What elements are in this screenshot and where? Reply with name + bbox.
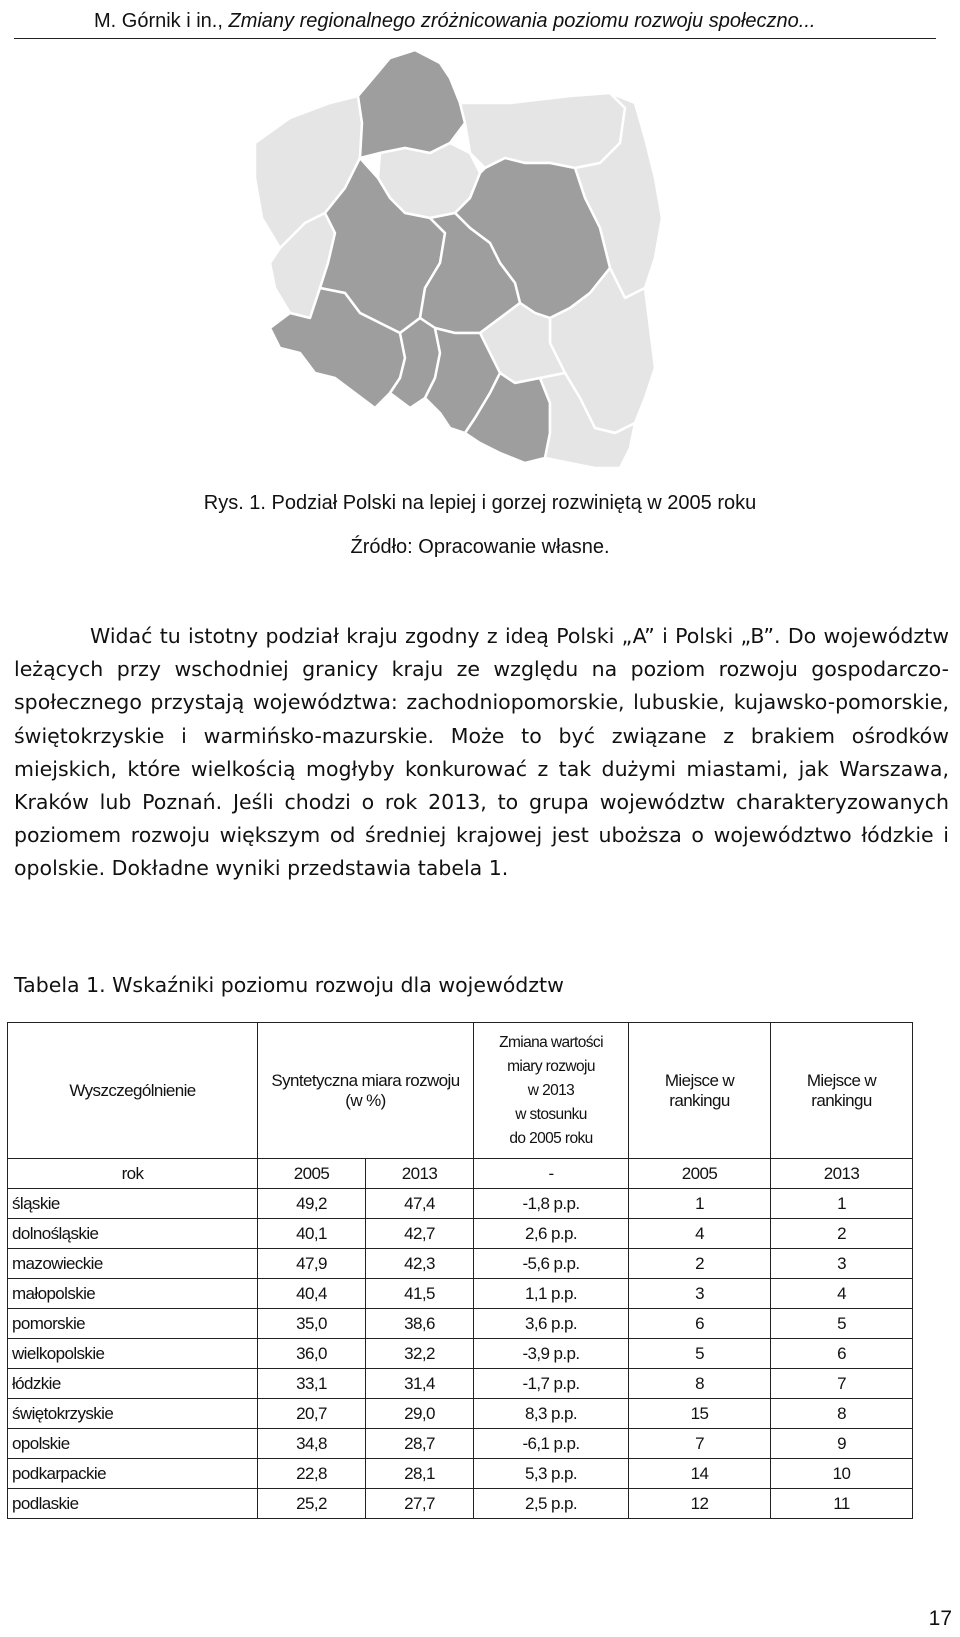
cell-rank2005: 1: [629, 1189, 771, 1219]
header-change-line: do 2005 roku: [509, 1129, 593, 1147]
cell-rank2005: 5: [629, 1339, 771, 1369]
body-paragraph: Widać tu istotny podział kraju zgodny z ideą Polski „A” i Polski „B”. Do województw leżących przy wschodniej granicy kraju ze względu na poziom rozwoju gospodarczo-społecznego przystają województwa: zachodniopomorskie, lubuskie, kujawsko-pomorskie, świętokrzyskie i warmińsko-mazurskie. Może to być związane z brakiem ośrodków miejskich, które wielkością mogłyby konkurować z tak dużymi miastami, jak Warszawa, Kraków lub Poznań. Jeśli chodzi o rok 2013, to grupa województw charakteryzowanych poziomem rozwoju większym od średniej krajowej jest uboższa o województwo łódzkie i opolskie. Dokładne wyniki przedstawia tabela 1.: [14, 624, 949, 881]
cell-v2005: 25,2: [258, 1489, 366, 1519]
cell-v2013: 28,1: [366, 1459, 474, 1489]
cell-name: wielkopolskie: [8, 1339, 258, 1369]
cell-v2013: 32,2: [366, 1339, 474, 1369]
cell-rank2005: 15: [629, 1399, 771, 1429]
header-authors: M. Górnik i in.,: [94, 10, 223, 32]
cell-rank2005: 6: [629, 1309, 771, 1339]
table-row: [8, 1489, 913, 1519]
cell-v2005: 36,0: [258, 1339, 366, 1369]
year-cell: 2013: [366, 1159, 474, 1189]
running-header: [14, 6, 936, 39]
table-row: [8, 1459, 913, 1489]
cell-change: -5,6 p.p.: [474, 1249, 629, 1279]
year-cell: 2005: [258, 1159, 366, 1189]
table-row: [8, 1369, 913, 1399]
header-change-line: Zmiana wartości: [499, 1033, 603, 1051]
cell-v2013: 29,0: [366, 1399, 474, 1429]
cell-rank2013: 3: [771, 1249, 913, 1279]
table-row: [8, 1249, 913, 1279]
region-warminsko-mazurskie: [460, 93, 625, 168]
year-cell: 2013: [771, 1159, 913, 1189]
cell-name: pomorskie: [8, 1309, 258, 1339]
cell-change: 5,3 p.p.: [474, 1459, 629, 1489]
header-change: [474, 1023, 629, 1159]
cell-rank2013: 7: [771, 1369, 913, 1399]
poland-voivodeships-map: [250, 48, 670, 473]
cell-name: opolskie: [8, 1429, 258, 1459]
cell-rank2005: 2: [629, 1249, 771, 1279]
cell-v2013: 41,5: [366, 1279, 474, 1309]
cell-v2013: 42,3: [366, 1249, 474, 1279]
cell-rank2013: 8: [771, 1399, 913, 1429]
table-body: [8, 1189, 913, 1519]
year-cell: -: [474, 1159, 629, 1189]
cell-change: -6,1 p.p.: [474, 1429, 629, 1459]
cell-name: łódzkie: [8, 1369, 258, 1399]
page-number: 17: [928, 1607, 952, 1630]
development-indicators-table: [7, 1022, 913, 1519]
cell-name: mazowieckie: [8, 1249, 258, 1279]
table-row: [8, 1399, 913, 1429]
cell-change: -3,9 p.p.: [474, 1339, 629, 1369]
cell-change: -1,7 p.p.: [474, 1369, 629, 1399]
cell-change: 2,6 p.p.: [474, 1219, 629, 1249]
header-change-line: miary rozwoju: [507, 1057, 595, 1075]
table-row: [8, 1309, 913, 1339]
header-rank-2013: Miejsce w rankingu: [771, 1023, 913, 1159]
header-change-line: w stosunku: [515, 1105, 587, 1123]
header-title: Zmiany regionalnego zróżnicowania poziomu rozwoju społeczno...: [228, 10, 816, 32]
cell-rank2013: 2: [771, 1219, 913, 1249]
header-wyszczegolnienie: Wyszczególnienie: [8, 1023, 258, 1159]
cell-rank2013: 6: [771, 1339, 913, 1369]
figure-source: Źródło: Opracowanie własne.: [350, 536, 610, 558]
cell-v2005: 49,2: [258, 1189, 366, 1219]
header-text: [94, 10, 815, 33]
cell-v2005: 40,1: [258, 1219, 366, 1249]
cell-rank2013: 10: [771, 1459, 913, 1489]
table-row: [8, 1339, 913, 1369]
table-row: [8, 1279, 913, 1309]
cell-name: dolnośląskie: [8, 1219, 258, 1249]
cell-v2005: 34,8: [258, 1429, 366, 1459]
cell-rank2005: 12: [629, 1489, 771, 1519]
cell-change: 2,5 p.p.: [474, 1489, 629, 1519]
header-change-line: w 2013: [527, 1081, 575, 1099]
cell-change: -1,8 p.p.: [474, 1189, 629, 1219]
cell-v2013: 28,7: [366, 1429, 474, 1459]
figure-caption: Rys. 1. Podział Polski na lepiej i gorzej rozwiniętą w 2005 roku: [203, 492, 757, 514]
cell-v2005: 47,9: [258, 1249, 366, 1279]
cell-name: świętokrzyskie: [8, 1399, 258, 1429]
cell-change: 8,3 p.p.: [474, 1399, 629, 1429]
table-row: [8, 1219, 913, 1249]
cell-v2013: 47,4: [366, 1189, 474, 1219]
year-cell: 2005: [629, 1159, 771, 1189]
table-row: [8, 1429, 913, 1459]
cell-name: śląskie: [8, 1189, 258, 1219]
cell-rank2005: 7: [629, 1429, 771, 1459]
cell-rank2005: 4: [629, 1219, 771, 1249]
header-rank-2005: Miejsce w rankingu: [629, 1023, 771, 1159]
cell-v2005: 22,8: [258, 1459, 366, 1489]
cell-rank2013: 4: [771, 1279, 913, 1309]
cell-rank2013: 1: [771, 1189, 913, 1219]
table-row: [8, 1189, 913, 1219]
cell-rank2005: 8: [629, 1369, 771, 1399]
cell-v2005: 40,4: [258, 1279, 366, 1309]
cell-rank2013: 5: [771, 1309, 913, 1339]
cell-v2013: 42,7: [366, 1219, 474, 1249]
year-cell: rok: [8, 1159, 258, 1189]
cell-name: małopolskie: [8, 1279, 258, 1309]
table-year-row: [8, 1159, 913, 1189]
cell-rank2013: 9: [771, 1429, 913, 1459]
cell-rank2005: 14: [629, 1459, 771, 1489]
cell-v2005: 35,0: [258, 1309, 366, 1339]
cell-change: 3,6 p.p.: [474, 1309, 629, 1339]
cell-v2013: 31,4: [366, 1369, 474, 1399]
cell-rank2013: 11: [771, 1489, 913, 1519]
cell-name: podlaskie: [8, 1489, 258, 1519]
table-header-row: [8, 1023, 913, 1159]
region-pomorskie: [358, 50, 465, 158]
cell-change: 1,1 p.p.: [474, 1279, 629, 1309]
body-text: [14, 620, 949, 886]
cell-v2013: 27,7: [366, 1489, 474, 1519]
header-synthetic-measure: Syntetyczna miara rozwoju (w %): [258, 1023, 474, 1159]
cell-v2013: 38,6: [366, 1309, 474, 1339]
cell-v2005: 33,1: [258, 1369, 366, 1399]
cell-v2005: 20,7: [258, 1399, 366, 1429]
cell-rank2005: 3: [629, 1279, 771, 1309]
table-title: Tabela 1. Wskaźniki poziomu rozwoju dla województw: [14, 973, 564, 997]
cell-name: podkarpackie: [8, 1459, 258, 1489]
